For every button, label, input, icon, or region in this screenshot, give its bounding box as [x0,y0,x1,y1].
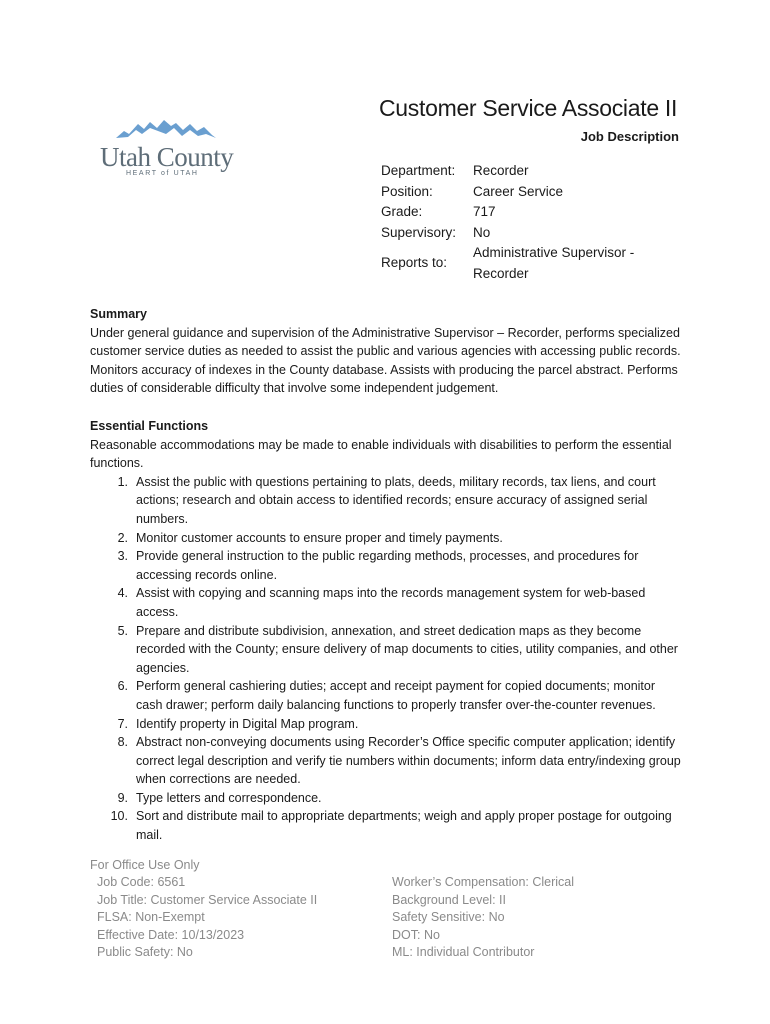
summary-section [90,305,682,398]
job-code: Job Code: 6561 [97,875,186,890]
meta-row-position [381,182,653,203]
logo-name: Utah County [100,142,234,172]
list-item [90,733,682,789]
item-number: 1. [117,474,128,489]
list-item [90,622,682,678]
meta-label: Grade: [381,204,423,219]
office-use-heading: For Office Use Only [90,858,200,872]
item-number: 10. [110,809,128,824]
essential-functions-intro: Reasonable accommodations may be made to enable individuals with disabilities to perform the essential functions. [90,437,672,471]
office-use-columns [90,874,690,961]
item-text: Identify property in Digital Map program. [136,716,359,731]
item-number: 3. [117,549,128,564]
essential-functions-list [90,473,682,845]
mountain-icon [116,118,216,140]
item-number: 7. [117,716,128,731]
meta-row-supervisory [381,223,653,244]
item-text: Assist with copying and scanning maps into the records management system for web-based access. [136,586,646,619]
meta-value: Career Service [473,183,564,199]
list-item [90,529,682,548]
item-number: 2. [117,530,128,545]
meta-label: Position: [381,183,433,199]
essential-functions-heading: Essential Functions [90,419,209,433]
meta-value: Recorder [473,163,529,178]
list-item [90,584,682,621]
list-item [90,715,682,734]
page-subtitle: Job Description [580,129,679,144]
item-number: 9. [117,790,128,805]
meta-row-reports-to [381,243,653,284]
item-text: Assist the public with questions pertaining to plats, deeds, military records, tax liens, and court actions; research and obtain access to identified records; ensure accuracy of assigned serial numbers. [136,474,656,526]
public-safety: Public Safety: No [97,945,193,960]
logo-tagline: HEART of UTAH [126,170,199,177]
meta-row-department [381,161,653,182]
utah-county-logo [100,118,234,180]
essential-functions-section [90,417,682,845]
item-text: Provide general instruction to the public regarding methods, processes, and procedures for accessing records online. [136,549,639,582]
flsa-status: FLSA: Non-Exempt [97,910,205,925]
item-number: 8. [117,735,128,750]
dot-status: DOT: No [392,927,440,942]
page-title: Customer Service Associate II [379,95,678,121]
list-item [90,547,682,584]
list-item [90,473,682,529]
ml-level: ML: Individual Contributor [392,945,535,960]
item-number: 6. [117,679,128,694]
office-use-left-column [97,874,392,961]
item-text: Prepare and distribute subdivision, annexation, and street dedication maps as they become recorded with the County; ensure delivery of map documents to cities, utility companies, and other agencies. [136,623,678,675]
item-text: Perform general cashiering duties; accept and receipt payment for copied documents; monitor cash drawer; perform daily balancing functions to properly transfer over-the-counter revenues. [136,679,656,712]
list-item [90,807,682,844]
meta-value: Administrative Supervisor - Recorder [473,245,635,281]
background-level: Background Level: II [392,892,506,907]
job-meta-table [381,161,653,284]
summary-text: Under general guidance and supervision of the Administrative Supervisor – Recorder, performs specialized customer service duties as needed to assist the public and various agencies with accessing public records. Monitors accuracy of indexes in the County database. Assists with producing the parcel abstract. Performs duties of considerable difficulty that involve some independent judgement. [90,325,681,396]
item-text: Monitor customer accounts to ensure proper and timely payments. [136,530,503,545]
meta-row-grade [381,202,653,223]
item-text: Sort and distribute mail to appropriate departments; weigh and apply proper postage for outgoing mail. [136,809,672,843]
item-text: Abstract non-conveying documents using Recorder’s Office specific computer application; identify correct legal description and verify tie numbers within documents; inform data entry/indexing group when corrections are needed. [136,735,681,787]
job-title: Job Title: Customer Service Associate II [97,892,318,907]
meta-label: Supervisory: [381,224,457,240]
office-use-footer [90,857,690,961]
meta-value: No [473,224,491,240]
safety-sensitive: Safety Sensitive: No [392,910,505,925]
meta-value: 717 [473,204,496,219]
summary-heading: Summary [90,307,147,321]
item-number: 5. [117,623,128,638]
office-use-right-column [392,874,672,961]
list-item [90,677,682,714]
workers-compensation: Worker’s Compensation: Clerical [392,875,575,890]
list-item [90,789,682,808]
item-number: 4. [117,586,128,601]
meta-label: Reports to: [381,255,448,271]
effective-date: Effective Date: 10/13/2023 [97,927,245,942]
meta-label: Department: [381,163,456,178]
item-text: Type letters and correspondence. [136,790,322,805]
